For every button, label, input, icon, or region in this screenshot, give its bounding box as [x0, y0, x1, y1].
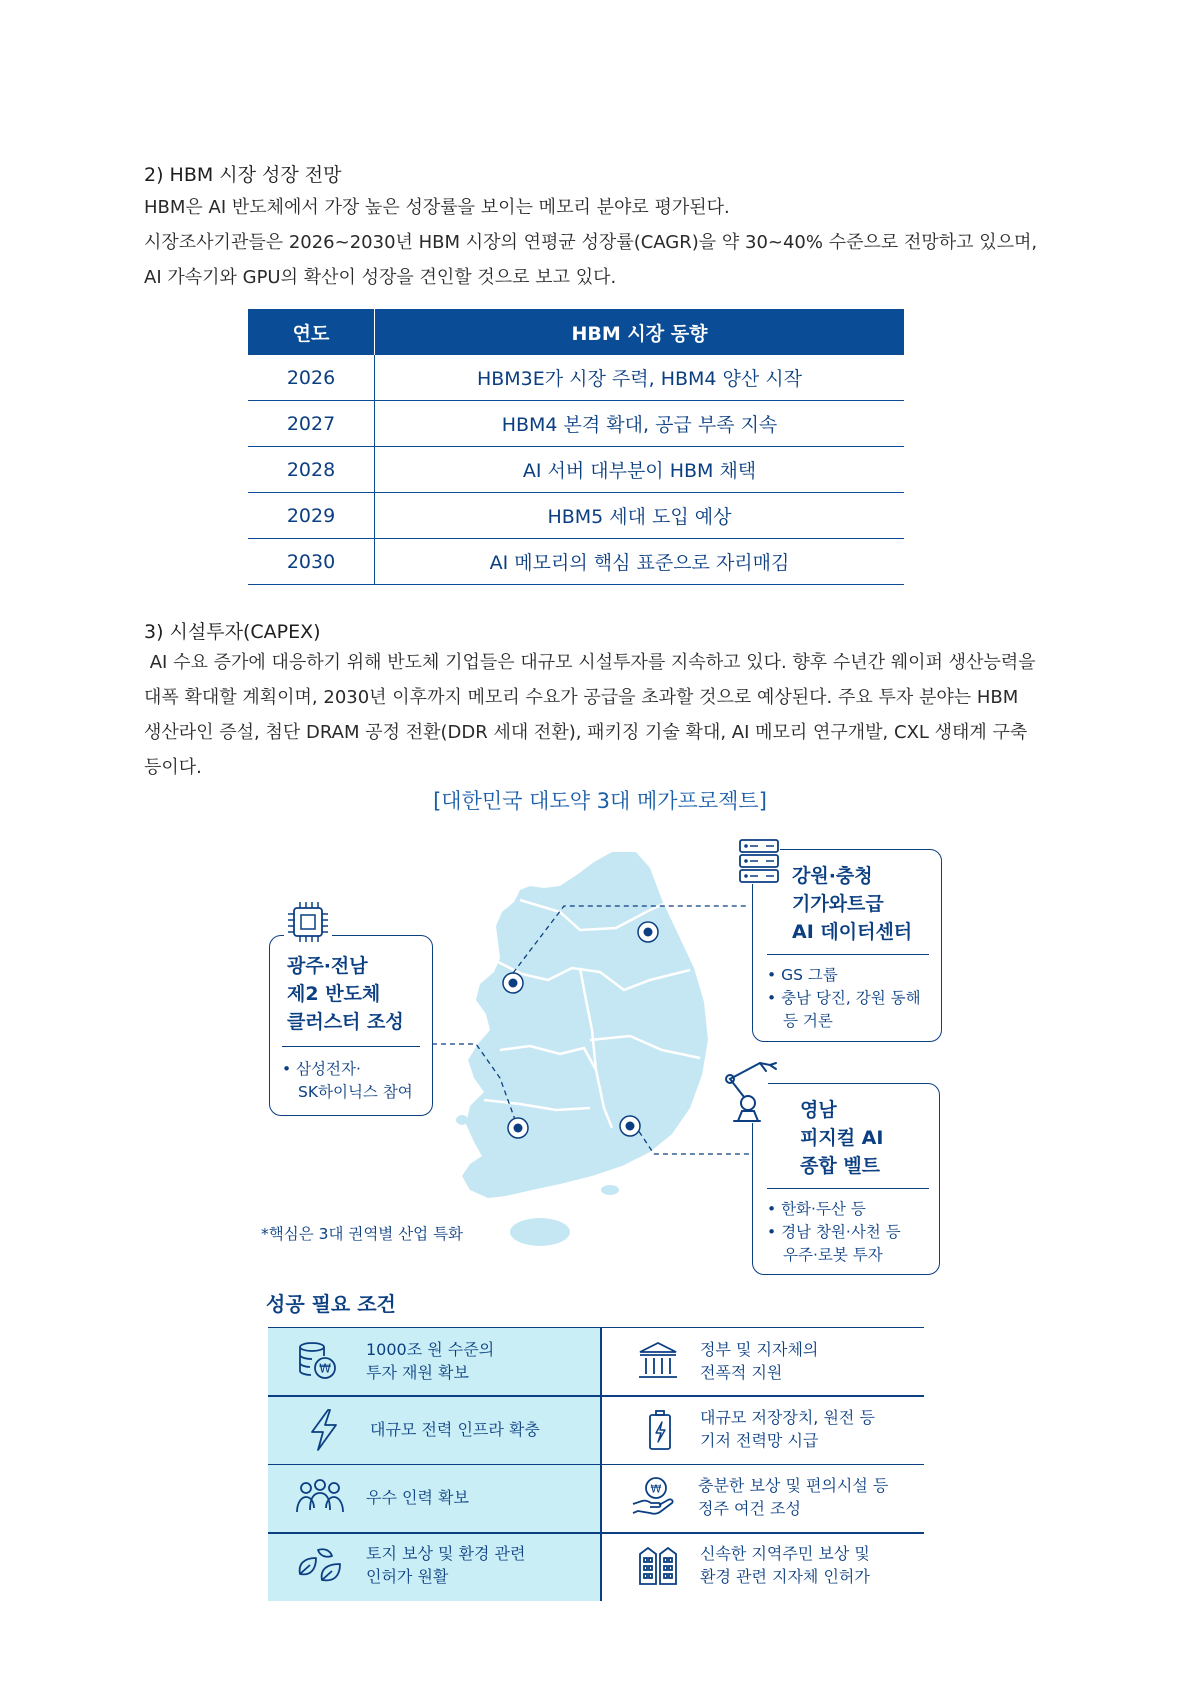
buildings-icon: [636, 1544, 680, 1588]
title-line: 영남: [800, 1099, 837, 1121]
gangwon-box-items: [767, 964, 937, 1033]
robot-arm-icon: [720, 1055, 786, 1125]
list-item: • 삼성전자· SK하이닉스 참여: [282, 1058, 427, 1104]
server-icon: [734, 836, 784, 888]
paragraph-line: 시장조사기관들은 2026~2030년 HBM 시장의 연평균 성장률(CAGR)을 약 30~40% 수준으로 전망하고 있으며,: [144, 232, 1038, 253]
location-marker: [620, 1116, 640, 1136]
island-shape: [464, 1170, 484, 1182]
title-line: 종합 벨트: [800, 1155, 881, 1177]
year-cell: 2026: [248, 355, 375, 401]
condition-text: 우수 인력 확보: [366, 1488, 469, 1507]
gangwon-box-title: [792, 862, 912, 946]
trend-cell: AI 메모리의 핵심 표준으로 자리매김: [375, 539, 905, 585]
chip-icon: [284, 898, 332, 946]
list-item: • 충남 당진, 강원 동해 등 거론: [767, 987, 937, 1033]
capex-section-heading: 3) 시설투자(CAPEX): [144, 621, 321, 643]
yeongnam-box-title: [800, 1096, 883, 1180]
lightning-icon: [302, 1408, 346, 1452]
trend-cell: HBM4 본격 확대, 공급 부족 지속: [375, 401, 905, 447]
condition-text: 토지 보상 및 환경 관련 인허가 원활: [366, 1544, 526, 1586]
year-cell: 2030: [248, 539, 375, 585]
paragraph-line: 생산라인 증설, 첨단 DRAM 공정 전환(DDR 세대 전환), 패키징 기술 확대, AI 메모리 연구개발, CXL 생태계 구축: [144, 722, 1028, 743]
column-divider: [600, 1328, 602, 1600]
svg-text:₩: ₩: [650, 1482, 662, 1496]
row-divider: [268, 1395, 924, 1397]
paragraph-line: 등이다.: [144, 757, 202, 778]
condition-text: 1000조 원 수준의 투자 재원 확보: [366, 1340, 495, 1382]
gwangju-jeonnam-box: [269, 935, 433, 1116]
row-divider: [268, 1464, 924, 1466]
condition-text: 대규모 전력 인프라 확충: [370, 1420, 540, 1439]
trend-cell: AI 서버 대부분이 HBM 채택: [375, 447, 905, 493]
government-building-icon: [636, 1340, 680, 1384]
list-item: • 한화·두산 등: [767, 1198, 937, 1221]
title-line: 제2 반도체: [287, 983, 381, 1005]
conditions-title: 성공 필요 조건: [266, 1292, 396, 1316]
paragraph-line: AI 가속기와 GPU의 확산이 성장을 견인할 것으로 보고 있다.: [144, 267, 617, 288]
paragraph-line: AI 수요 증가에 대응하기 위해 반도체 기업들은 대규모 시설투자를 지속하고 있다. 향후 수년간 웨이퍼 생산능력을: [144, 652, 1036, 673]
paragraph-line: 대폭 확대할 계획이며, 2030년 이후까지 메모리 수요가 공급을 초과할 것으로 예상된다. 주요 투자 분야는 HBM: [144, 687, 1019, 708]
row-divider: [268, 1532, 924, 1534]
title-line: 피지컬 AI: [800, 1127, 884, 1149]
divider: [767, 954, 929, 955]
hbm-section-heading: 2) HBM 시장 성장 전망: [144, 164, 342, 186]
condition-text: 충분한 보상 및 편의시설 등 정주 여건 조성: [698, 1476, 889, 1518]
title-line: 기가와트급: [792, 893, 884, 915]
title-line: 클러스터 조성: [287, 1011, 404, 1033]
paragraph-line: HBM은 AI 반도체에서 가장 높은 성장률을 보이는 메모리 분야로 평가된다.: [144, 197, 730, 218]
leaves-icon: [294, 1544, 346, 1588]
condition-text: 신속한 지역주민 보상 및 환경 관련 지자체 인허가: [700, 1544, 870, 1586]
year-cell: 2027: [248, 401, 375, 447]
list-item: • 경남 창원·사천 등 우주·로봇 투자: [767, 1221, 937, 1267]
korea-mainland-shape: [462, 852, 708, 1198]
jeju-island-shape: [510, 1218, 570, 1246]
title-line: 강원·충청: [792, 865, 873, 887]
people-icon: [294, 1476, 346, 1520]
condition-text: 대규모 저장장치, 원전 등 기저 전력망 시급: [700, 1408, 875, 1450]
location-marker: [503, 973, 523, 993]
divider: [767, 1188, 929, 1189]
list-item: • GS 그룹: [767, 964, 937, 987]
year-cell: 2029: [248, 493, 375, 539]
trend-cell: HBM5 세대 도입 예상: [375, 493, 905, 539]
map-footnote: *핵심은 3대 권역별 산업 특화: [261, 1225, 464, 1243]
megaproject-title: [대한민국 대도약 3대 메가프로젝트]: [433, 789, 767, 813]
island-shape: [456, 1115, 468, 1125]
coins-won-icon: [296, 1338, 340, 1382]
column-header-trend: HBM 시장 동향: [375, 309, 905, 355]
battery-icon: [638, 1408, 682, 1452]
location-marker: [638, 922, 658, 942]
location-marker: [508, 1118, 528, 1138]
island-shape: [601, 1185, 619, 1195]
title-line: 광주·전남: [287, 955, 368, 977]
svg-text:₩: ₩: [319, 1361, 331, 1376]
conditions-grid: [268, 1327, 924, 1601]
yeongnam-box-items: [767, 1198, 937, 1267]
title-line: AI 데이터센터: [792, 921, 913, 943]
condition-text: 정부 및 지자체의 전폭적 지원: [700, 1340, 819, 1382]
gwangju-box-items: [282, 1058, 427, 1104]
gwangju-box-title: [287, 952, 404, 1036]
divider: [282, 1046, 420, 1047]
year-cell: 2028: [248, 447, 375, 493]
hand-coin-icon: [630, 1474, 678, 1518]
trend-cell: HBM3E가 시장 주력, HBM4 양산 시작: [375, 355, 905, 401]
column-header-year: 연도: [248, 309, 375, 355]
